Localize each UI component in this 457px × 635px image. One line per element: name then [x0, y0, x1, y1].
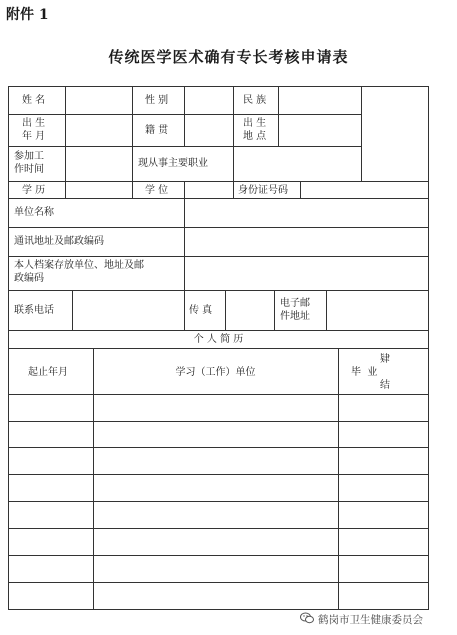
col-line	[184, 181, 185, 199]
col-line	[132, 181, 133, 199]
label-email: 电子邮 件地址	[280, 298, 310, 322]
row-line	[8, 227, 429, 228]
row-line	[8, 501, 429, 502]
row-line	[8, 256, 429, 257]
table-border-top	[8, 86, 429, 87]
watermark-text: 鹤岗市卫生健康委员会	[318, 614, 423, 626]
col-line	[338, 348, 339, 610]
col-line	[233, 86, 234, 146]
col-line	[274, 290, 275, 331]
col-header-grad-1: 肄	[380, 354, 390, 365]
col-line	[233, 146, 234, 182]
label-birth-place: 出 生 地 点	[243, 118, 267, 142]
label-gender: 性 别	[145, 95, 169, 106]
label-archive: 本人档案存放单位、地址及邮 政编码	[14, 260, 144, 284]
table-border-left	[8, 86, 9, 610]
table-border-right	[428, 86, 429, 610]
label-ethnicity: 民 族	[243, 95, 267, 106]
label-phone: 联系电话	[14, 305, 54, 316]
col-line	[361, 86, 362, 182]
col-line	[326, 290, 327, 331]
label-fax: 传 真	[189, 305, 213, 316]
row-line	[8, 474, 429, 475]
row-line	[8, 181, 429, 182]
table-border-bottom	[8, 609, 429, 610]
row-line	[8, 348, 429, 349]
label-work-start: 参加工 作时间	[14, 151, 44, 175]
row-line	[8, 528, 429, 529]
row-line	[8, 146, 361, 147]
label-id-number: 身份证号码	[238, 185, 288, 196]
col-line	[184, 198, 185, 291]
col-line	[184, 86, 185, 146]
col-line	[72, 290, 73, 331]
col-line	[225, 290, 226, 331]
col-header-grad-3: 结	[380, 380, 390, 391]
row-line	[8, 421, 429, 422]
form-title: 传统医学医术确有专长考核申请表	[108, 48, 349, 66]
label-employer: 单位名称	[14, 207, 54, 218]
col-line	[93, 348, 94, 610]
label-native-place: 籍 贯	[145, 125, 169, 136]
col-line	[132, 86, 133, 146]
col-line	[300, 181, 301, 199]
label-education: 学 历	[22, 185, 46, 196]
annex-label: 附件 1	[6, 7, 49, 23]
col-line	[65, 86, 66, 146]
col-line	[184, 290, 185, 331]
resume-section-title: 个 人 简 历	[193, 334, 244, 345]
label-address: 通讯地址及邮政编码	[14, 236, 104, 247]
col-line	[65, 146, 66, 182]
label-current-job: 现从事主要职业	[138, 158, 208, 169]
wechat-icon	[300, 612, 314, 624]
row-line	[8, 198, 429, 199]
row-line	[8, 582, 429, 583]
col-line	[278, 86, 279, 146]
col-header-unit: 学习（工作）单位	[175, 367, 256, 378]
label-birth-date: 出 生 年 月	[22, 118, 46, 142]
row-line	[8, 555, 429, 556]
col-line	[132, 146, 133, 182]
label-degree: 学 位	[145, 185, 169, 196]
row-line	[8, 394, 429, 395]
col-header-period: 起止年月	[28, 367, 68, 378]
label-name: 姓 名	[22, 95, 46, 106]
col-header-grad-2: 毕 业	[351, 367, 378, 378]
col-line	[233, 181, 234, 199]
col-line	[65, 181, 66, 199]
row-line	[8, 447, 429, 448]
